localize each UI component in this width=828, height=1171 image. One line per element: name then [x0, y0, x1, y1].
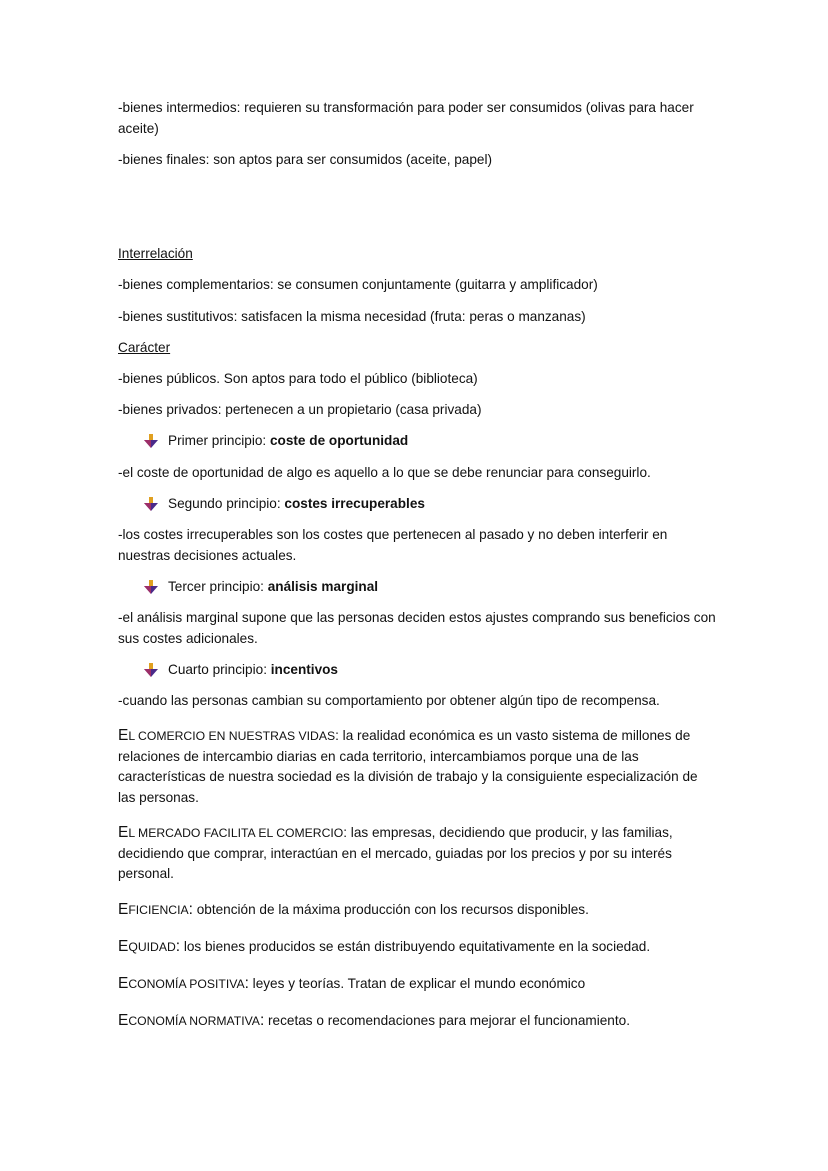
- heading-interrelacion: Interrelación: [118, 246, 193, 261]
- arrow-down-icon: [144, 434, 158, 448]
- principle-label: Primer principio: coste de oportunidad: [168, 433, 409, 448]
- principle-4-description: -cuando las personas cambian su comportamiento por obtener algún tipo de recompensa.: [118, 693, 660, 708]
- principle-label: Segundo principio: costes irrecuperables: [168, 496, 425, 511]
- definition-mercado: EL MERCADO FACILITA EL COMERCIO: las empresas, decidiendo que producir, y las familias, decidiendo que comprar, interactúan en el mercado, guiadas por los precios y por su interés personal.: [118, 824, 673, 881]
- arrow-down-icon: [144, 580, 158, 594]
- principle-label: Cuarto principio: incentivos: [168, 662, 338, 677]
- heading-caracter: Carácter: [118, 340, 171, 355]
- bienes-sustitutivos: -bienes sustitutivos: satisfacen la misma necesidad (fruta: peras o manzanas): [118, 309, 586, 324]
- definition-eficiencia: EFICIENCIA: obtención de la máxima producción con los recursos disponibles.: [118, 901, 589, 918]
- bienes-finales: -bienes finales: son aptos para ser consumidos (aceite, papel): [118, 152, 493, 167]
- bienes-intermedios: -bienes intermedios: requieren su transformación para poder ser consumidos (olivas para hacer aceite): [118, 100, 694, 136]
- principle-1-description: -el coste de oportunidad de algo es aquello a lo que se debe renunciar para conseguirlo.: [118, 465, 651, 480]
- principle-3-description: -el análisis marginal supone que las personas deciden estos ajustes comprando sus beneficios con sus costes adicionales.: [118, 610, 716, 646]
- arrow-down-icon: [144, 497, 158, 511]
- definition-comercio: EL COMERCIO EN NUESTRAS VIDAS: la realidad económica es un vasto sistema de millones de relaciones de intercambio diarias en cada territorio, intercambiamos porque una de las características de nuestra sociedad es la división de trabajo y la consiguiente especialización de las personas.: [118, 727, 698, 805]
- principle-label: Tercer principio: análisis marginal: [168, 579, 379, 594]
- definition-economia-normativa: ECONOMÍA NORMATIVA: recetas o recomendaciones para mejorar el funcionamiento.: [118, 1012, 630, 1029]
- bienes-privados: -bienes privados: pertenecen a un propietario (casa privada): [118, 402, 482, 417]
- principle-2-description: -los costes irrecuperables son los costes que pertenecen al pasado y no deben interferir en nuestras decisiones actuales.: [118, 527, 668, 563]
- bienes-complementarios: -bienes complementarios: se consumen conjuntamente (guitarra y amplificador): [118, 277, 598, 292]
- definition-equidad: EQUIDAD: los bienes producidos se están distribuyendo equitativamente en la sociedad.: [118, 938, 651, 955]
- arrow-down-icon: [144, 663, 158, 677]
- bienes-publicos: -bienes públicos. Son aptos para todo el público (biblioteca): [118, 371, 478, 386]
- definition-economia-positiva: ECONOMÍA POSITIVA: leyes y teorías. Tratan de explicar el mundo económico: [118, 975, 586, 992]
